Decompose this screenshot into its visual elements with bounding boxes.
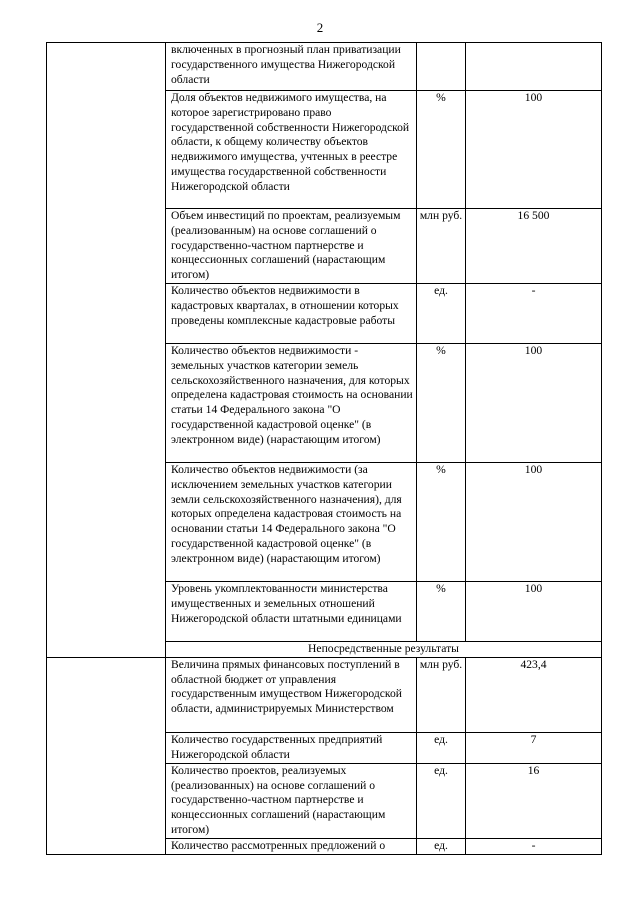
indicator-value: 16: [466, 763, 602, 838]
indicator-value: -: [466, 838, 602, 854]
indicator-value: [466, 43, 602, 91]
blank-left-cell: [47, 657, 166, 854]
indicator-name: Уровень укомплектованности министерства имущественных и земельных отношений Нижегородской области штатными единицами: [166, 582, 417, 642]
indicator-value: 423,4: [466, 657, 602, 732]
indicator-value: 16 500: [466, 209, 602, 284]
indicator-unit: %: [417, 344, 466, 463]
indicator-unit: млн руб.: [417, 209, 466, 284]
indicator-name: Доля объектов недвижимого имущества, на которое зарегистрировано право государственной собственности Нижегородской области, к общему количеству объектов недвижимого имущества, учтенных в реестре имущества государственной собственности Нижегородской области: [166, 91, 417, 209]
indicator-unit: ед.: [417, 763, 466, 838]
indicator-unit: [417, 43, 466, 91]
indicator-unit: млн руб.: [417, 657, 466, 732]
indicator-value: 100: [466, 463, 602, 582]
indicator-unit: %: [417, 582, 466, 642]
indicator-name: Количество проектов, реализуемых (реализованных) на основе соглашений о государственно-частном партнерстве и концессионных соглашений (нарастающим итогом): [166, 763, 417, 838]
indicator-name: Величина прямых финансовых поступлений в областной бюджет от управления государственным имуществом Нижегородской области, администрируемых Министерством: [166, 657, 417, 732]
section-header: Непосредственные результаты: [166, 642, 602, 658]
indicator-value: -: [466, 284, 602, 344]
indicator-unit: ед.: [417, 838, 466, 854]
table-row: [47, 43, 602, 91]
indicator-value: 100: [466, 91, 602, 209]
indicator-name: Количество объектов недвижимости в кадастровых кварталах, в отношении которых проведены комплексные кадастровые работы: [166, 284, 417, 344]
table-row: [47, 657, 602, 732]
indicator-value: 7: [466, 732, 602, 763]
indicator-unit: ед.: [417, 284, 466, 344]
indicator-name: Количество рассмотренных предложений о: [166, 838, 417, 854]
indicator-unit: ед.: [417, 732, 466, 763]
indicator-name: Количество государственных предприятий Нижегородской области: [166, 732, 417, 763]
indicator-name: включенных в прогнозный план приватизации государственного имущества Нижегородской области: [166, 43, 417, 91]
indicator-value: 100: [466, 582, 602, 642]
indicator-value: 100: [466, 344, 602, 463]
page-number: 2: [316, 20, 324, 35]
blank-left-cell: [47, 43, 166, 658]
indicator-name: Объем инвестиций по проектам, реализуемым (реализованным) на основе соглашений о государственно-частном партнерстве и концессионных соглашений (нарастающим итогом): [166, 209, 417, 284]
indicator-unit: %: [417, 91, 466, 209]
indicator-name: Количество объектов недвижимости (за исключением земельных участков категории земли сельскохозяйственного назначения), для которых определена кадастровая стоимость на основании статьи 14 Федерального закона "О государственной кадастровой оценке" (в электронном виде) (нарастающим итогом): [166, 463, 417, 582]
indicators-table: [46, 42, 602, 855]
indicator-name: Количество объектов недвижимости - земельных участков категории земель сельскохозяйственного назначения, для которых определена кадастровая стоимость на основании статьи 14 Федерального закона "О государственной кадастровой оценке" (в электронном виде) (нарастающим итогом): [166, 344, 417, 463]
indicator-unit: %: [417, 463, 466, 582]
